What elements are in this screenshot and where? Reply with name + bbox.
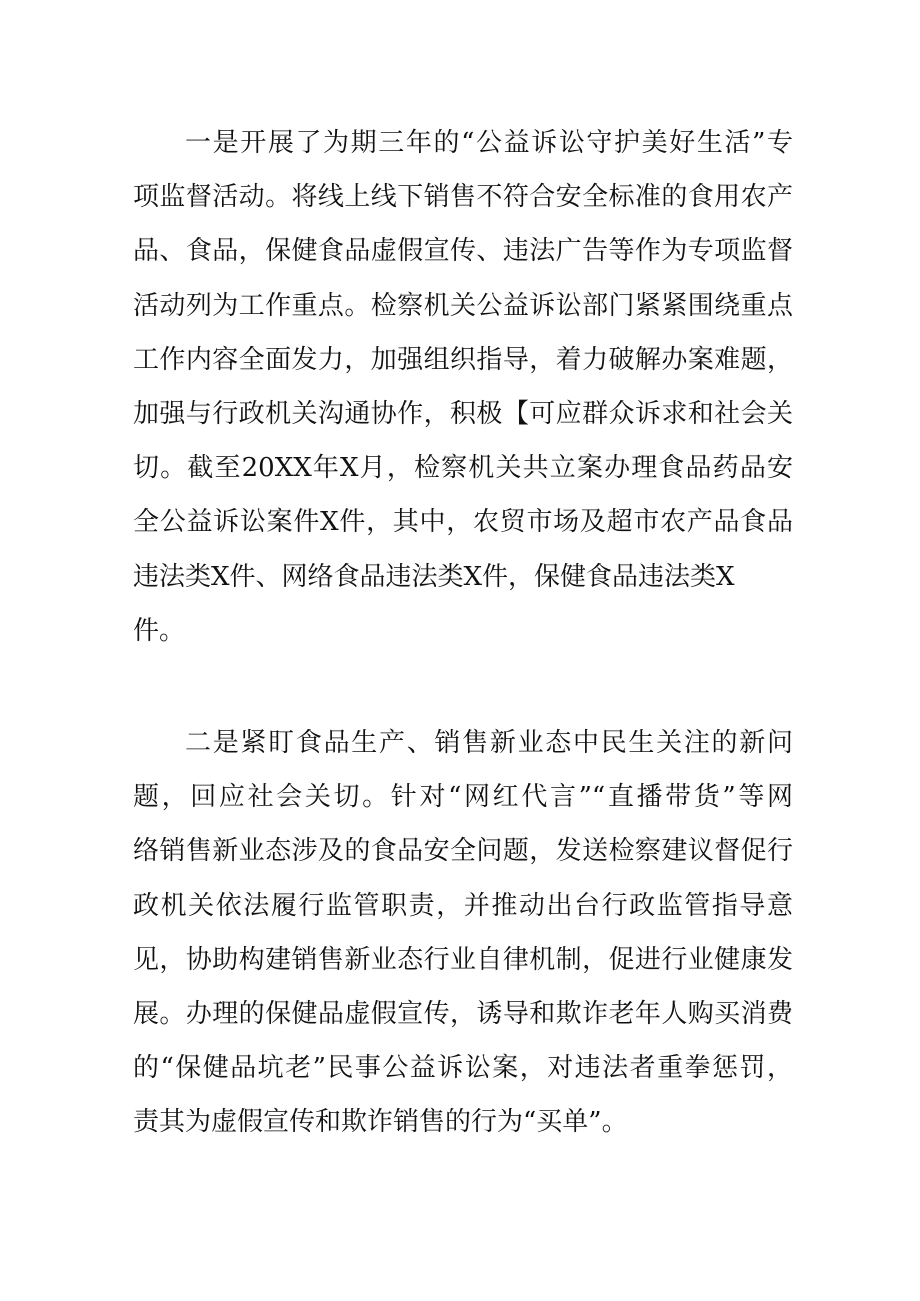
paragraph-line: 工作内容全面发力，加强组织指导，着力破解办案难题，: [133, 344, 793, 375]
paragraph-line: 加强与行政机关沟通协作，积极【可应群众诉求和社会关: [133, 398, 793, 429]
paragraph-line: 切。截至20XX年X月，检察机关共立案办理食品药品安: [133, 453, 793, 484]
paragraph-line: 络销售新业态涉及的食品安全问题，发送检察建议督促行: [133, 836, 793, 867]
paragraph-line: 见，协助构建销售新业态行业自律机制，促进行业健康发: [133, 944, 793, 975]
paragraph-special-supervision: [133, 116, 793, 658]
paragraph-line: 件。: [133, 615, 186, 646]
paragraph-line: 二是紧盯食品生产、销售新业态中民生关注的新问: [185, 728, 793, 758]
paragraph-line: 展。办理的保健品虚假宣传，诱导和欺诈老年人购买消费: [133, 998, 793, 1029]
paragraph-line: 的“保健品坑老”民事公益诉讼案，对违法者重拳惩罚，: [133, 1053, 793, 1084]
paragraph-line: 题，回应社会关切。针对“网红代言”“直播带货”等网: [133, 782, 793, 813]
paragraph-line: 违法类X件、网络食品违法类X件，保健食品违法类X: [133, 561, 735, 592]
paragraph-new-business-forms: [133, 716, 793, 1150]
paragraph-line: 活动列为工作重点。检察机关公益诉讼部门紧紧围绕重点: [133, 290, 793, 321]
paragraph-line: 全公益诉讼案件X件，其中，农贸市场及超市农产品食品: [133, 507, 793, 538]
paragraph-line: 项监督活动。将线上线下销售不符合安全标准的食用农产: [133, 182, 793, 213]
paragraph-line: 责其为虚假宣传和欺诈销售的行为“买单”。: [133, 1107, 628, 1138]
paragraph-line: 一是开展了为期三年的“公益诉讼守护美好生活”专: [185, 128, 793, 158]
paragraph-line: 品、食品，保健食品虚假宣传、违法广告等作为专项监督: [133, 236, 793, 267]
paragraph-line: 政机关依法履行监管职责，并推动出台行政监管指导意: [133, 890, 793, 921]
